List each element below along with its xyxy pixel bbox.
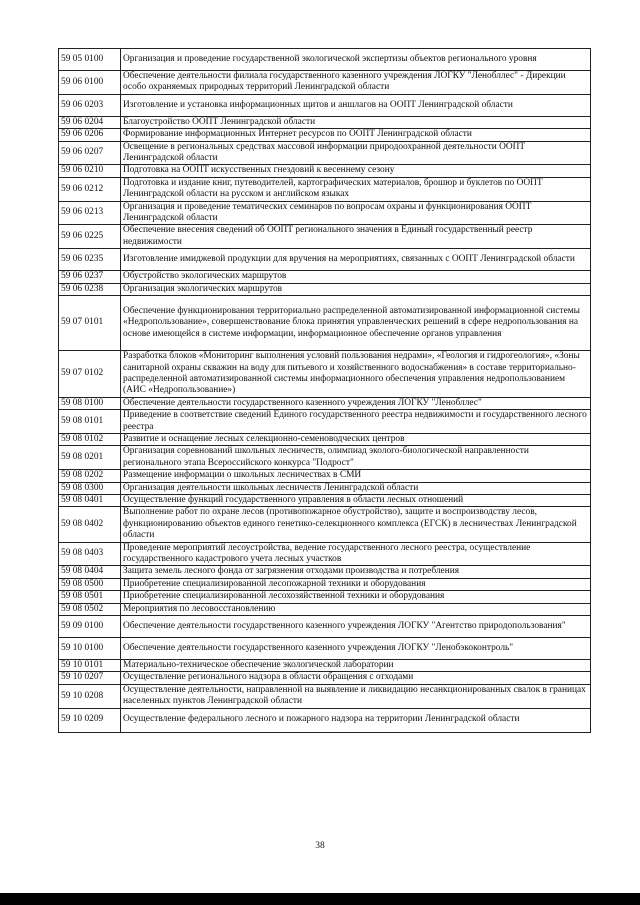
row-description: Проведение мероприятий лесоустройства, ведение государственного лесного реестра, осуществление государственного кадастрового учета лесных участков — [121, 542, 591, 566]
row-code: 59 10 0207 — [59, 672, 121, 684]
row-description: Обеспечение деятельности государственного казенного учреждения ЛОГКУ "Ленобэкоконтроль" — [121, 638, 591, 660]
row-description: Организация соревнований школьных лесничеств, олимпиад эколого-биологической направленности регионального этапа Всероссийского конкурса "Подрост" — [121, 446, 591, 470]
table-row — [59, 296, 591, 351]
row-description: Обеспечение деятельности государственного казенного учреждения ЛОГКУ "Агентство природопользования" — [121, 616, 591, 638]
table-row — [59, 165, 591, 177]
table-row — [59, 141, 591, 165]
row-code: 59 06 0235 — [59, 249, 121, 271]
row-code: 59 06 0225 — [59, 225, 121, 249]
row-code: 59 08 0100 — [59, 397, 121, 409]
row-description: Обеспечение деятельности государственного казенного учреждения ЛОГКУ "Ленобллес" — [121, 397, 591, 409]
table-row — [59, 94, 591, 116]
row-code: 59 06 0203 — [59, 94, 121, 116]
row-description: Материально-техническое обеспечение экологической лаборатории — [121, 660, 591, 672]
page-number: 38 — [315, 841, 325, 851]
row-code: 59 06 0238 — [59, 283, 121, 295]
budget-codes-table — [58, 48, 591, 733]
row-description: Формирование информационных Интернет ресурсов по ООПТ Ленинградской области — [121, 129, 591, 141]
table-row — [59, 201, 591, 225]
table-row — [59, 397, 591, 409]
row-description: Приобретение специализированной лесопожарной техники и оборудования — [121, 578, 591, 590]
row-description: Освещение в региональных средствах массовой информации природоохранной деятельности ООПТ Ленинградской области — [121, 141, 591, 165]
row-code: 59 09 0100 — [59, 616, 121, 638]
row-code: 59 05 0100 — [59, 49, 121, 71]
row-description: Организация и проведение тематических семинаров по вопросам охраны и функционирования ООПТ Ленинградской области — [121, 201, 591, 225]
row-code: 59 08 0202 — [59, 470, 121, 482]
row-code: 59 08 0404 — [59, 566, 121, 578]
table-row — [59, 708, 591, 732]
row-description: Благоустройство ООПТ Ленинградской области — [121, 116, 591, 128]
table-row — [59, 542, 591, 566]
table-row — [59, 638, 591, 660]
row-description: Мероприятия по лесовосстановлению — [121, 603, 591, 615]
row-code: 59 08 0501 — [59, 591, 121, 603]
row-description: Выполнение работ по охране лесов (противопожарное обустройство), защите и воспроизводству лесов, функционированию объектов единого генетико-селекционного комплекса (ЕГСК) в лесничествах Ленинградской области — [121, 507, 591, 542]
table-row — [59, 129, 591, 141]
row-code: 59 08 0300 — [59, 482, 121, 494]
table-row — [59, 578, 591, 590]
row-code: 59 06 0237 — [59, 271, 121, 283]
row-description: Размещение информации о школьных лесничествах в СМИ — [121, 470, 591, 482]
table-row — [59, 566, 591, 578]
row-description: Изготовление имиджевой продукции для вручения на мероприятиях, связанных с ООПТ Ленинградской области — [121, 249, 591, 271]
table-row — [59, 672, 591, 684]
row-description: Защита земель лесного фонда от загрязнения отходами производства и потребления — [121, 566, 591, 578]
row-description: Осуществление федерального лесного и пожарного надзора на территории Ленинградской области — [121, 708, 591, 732]
table-row — [59, 591, 591, 603]
row-code: 59 10 0101 — [59, 660, 121, 672]
scan-edge-bar — [0, 893, 640, 905]
table-row — [59, 410, 591, 434]
table-row — [59, 616, 591, 638]
row-code: 59 07 0102 — [59, 351, 121, 398]
row-code: 59 08 0502 — [59, 603, 121, 615]
table-row — [59, 660, 591, 672]
row-code: 59 08 0201 — [59, 446, 121, 470]
row-code: 59 08 0101 — [59, 410, 121, 434]
row-code: 59 06 0210 — [59, 165, 121, 177]
table-row — [59, 507, 591, 542]
row-description: Подготовка на ООПТ искусственных гнездовий к весеннему сезону — [121, 165, 591, 177]
table-row — [59, 684, 591, 708]
row-description: Развитие и оснащение лесных селекционно-семеноводческих центров — [121, 433, 591, 445]
row-code: 59 08 0402 — [59, 507, 121, 542]
row-code: 59 10 0209 — [59, 708, 121, 732]
row-description: Разработка блоков «Мониторинг выполнения условий пользования недрами», «Геология и гидрогеология», «Зоны санитарной охраны скважин на воду для питьевого и хозяйственного водоснабжения» в составе территориально-распределенной автоматизированной системы информационного обеспечения управления недропользованием (АИС «Недропользование») — [121, 351, 591, 398]
table-row — [59, 177, 591, 201]
row-description: Обустройство экологических маршрутов — [121, 271, 591, 283]
row-code: 59 06 0212 — [59, 177, 121, 201]
table-body — [59, 49, 591, 733]
table-row — [59, 271, 591, 283]
table-row — [59, 446, 591, 470]
row-description: Обеспечение внесения сведений об ООПТ регионального значения в Единый государственный реестр недвижимости — [121, 225, 591, 249]
row-code: 59 08 0500 — [59, 578, 121, 590]
row-code: 59 08 0102 — [59, 433, 121, 445]
row-code: 59 07 0101 — [59, 296, 121, 351]
table-row — [59, 494, 591, 506]
table-row — [59, 482, 591, 494]
row-code: 59 06 0204 — [59, 116, 121, 128]
row-code: 59 08 0401 — [59, 494, 121, 506]
row-description: Осуществление функций государственного управления в области лесных отношений — [121, 494, 591, 506]
row-description: Обеспечение деятельности филиала государственного казенного учреждения ЛОГКУ "Ленобллес" - Дирекции особо охраняемых природных территорий Ленинградской области — [121, 71, 591, 95]
row-description: Осуществление регионального надзора в области обращения с отходами — [121, 672, 591, 684]
table-row — [59, 283, 591, 295]
row-code: 59 10 0208 — [59, 684, 121, 708]
row-description: Организация деятельности школьных лесничеств Ленинградской области — [121, 482, 591, 494]
row-code: 59 06 0206 — [59, 129, 121, 141]
table-row — [59, 603, 591, 615]
row-code: 59 06 0213 — [59, 201, 121, 225]
row-description: Подготовка и издание книг, путеводителей, картографических материалов, брошюр и буклетов по ООПТ Ленинградской области на русском и английском языках — [121, 177, 591, 201]
row-code: 59 08 0403 — [59, 542, 121, 566]
table-row — [59, 225, 591, 249]
table-row — [59, 116, 591, 128]
row-description: Организация и проведение государственной экологической экспертизы объектов регионального уровня — [121, 49, 591, 71]
table-row — [59, 49, 591, 71]
table-row — [59, 71, 591, 95]
row-description: Приведение в соответствие сведений Единого государственного реестра недвижимости и государственного лесного реестра — [121, 410, 591, 434]
table-row — [59, 470, 591, 482]
table-row — [59, 433, 591, 445]
row-description: Осуществление деятельности, направленной на выявление и ликвидацию несанкционированных свалок в границах населенных пунктов Ленинградской области — [121, 684, 591, 708]
row-code: 59 10 0100 — [59, 638, 121, 660]
row-code: 59 06 0207 — [59, 141, 121, 165]
row-description: Приобретение специализированной лесохозяйственной техники и оборудования — [121, 591, 591, 603]
row-code: 59 06 0100 — [59, 71, 121, 95]
row-description: Организация экологических маршрутов — [121, 283, 591, 295]
row-description: Изготовление и установка информационных щитов и аншлагов на ООПТ Ленинградской области — [121, 94, 591, 116]
table-row — [59, 249, 591, 271]
row-description: Обеспечение функционирования территориально распределенной автоматизированной информационной системы «Недропользование», совершенствование блока принятия управленческих решений в сфере недропользования на основе имеющейся в системе информации, информационное обеспечение органов управления — [121, 296, 591, 351]
table-row — [59, 351, 591, 398]
